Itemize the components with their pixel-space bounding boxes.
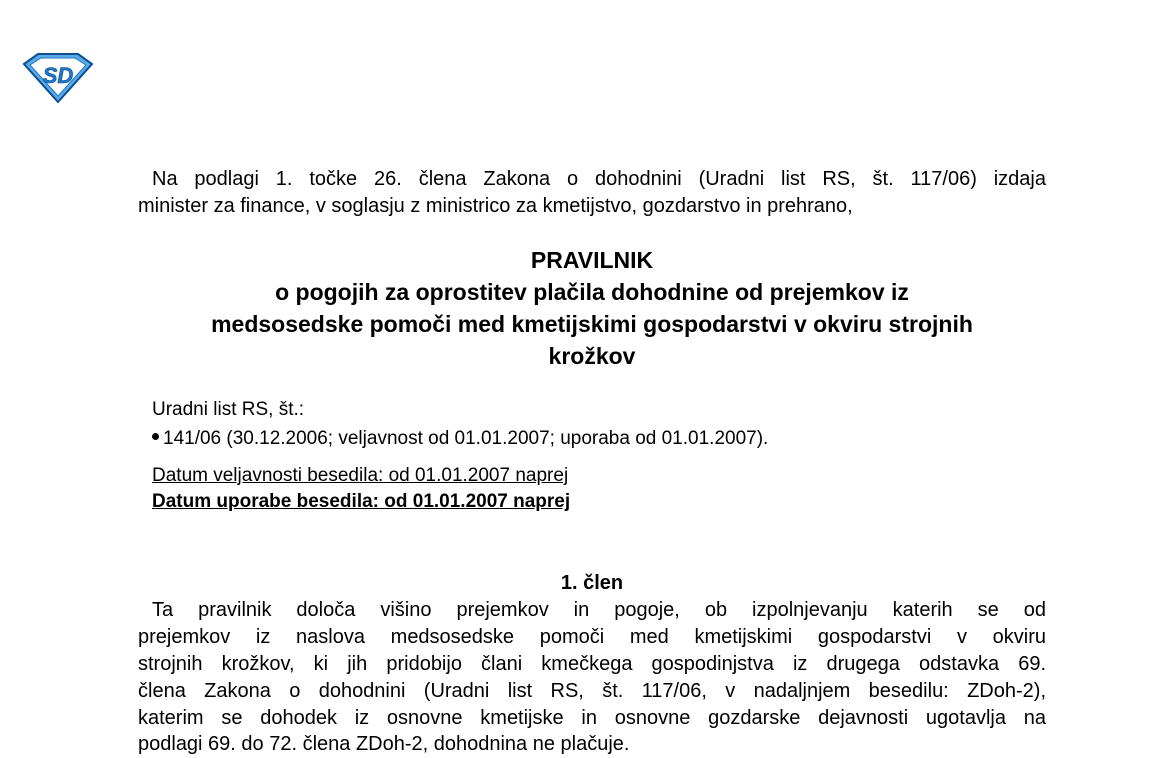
- article-line-6: podlagi 69. do 72. člena ZDoh-2, dohodnina ne plačuje.: [138, 733, 630, 755]
- gazette-entry: [152, 426, 768, 451]
- gazette-entry-text: 141/06 (30.12.2006; veljavnost od 01.01.2007; uporaba od 01.01.2007).: [163, 428, 769, 449]
- document-subtitle-line-1: o pogojih za oprostitev plačila dohodnine od prejemkov iz: [275, 279, 909, 305]
- document-subtitle-line-2: medsosedske pomoči med kmetijskimi gospodarstvi v okviru strojnih: [211, 311, 973, 337]
- logo-lettering: SD: [42, 63, 74, 88]
- document-title: PRAVILNIK: [530, 247, 654, 273]
- gazette-label: Uradni list RS, št.:: [152, 399, 305, 420]
- article-line-3: strojnih krožkov, ki jih pridobijo člani kmečkega gospodinjstva iz drugega odstavka 69.: [138, 653, 1046, 675]
- document-subtitle-line-3: krožkov: [548, 343, 636, 369]
- intro-line-2: minister za finance, v soglasju z ministrico za kmetijstvo, gozdarstvo in prehrano,: [138, 195, 853, 217]
- article-line-1: Ta pravilnik določa višino prejemkov in pogoje, ob izpolnjevanju katerih se od: [152, 599, 1046, 621]
- article-line-4: člena Zakona o dohodnini (Uradni list RS, št. 117/06, v nadaljnjem besedilu: ZDoh-2),: [138, 680, 1046, 702]
- article-line-2: prejemkov iz naslova medsosedske pomoči med kmetijskimi gospodarstvi v okviru: [138, 626, 1046, 648]
- bullet-icon: [152, 433, 159, 440]
- application-date: Datum uporabe besedila: od 01.01.2007 naprej: [152, 491, 571, 512]
- intro-line-1: Na podlagi 1. točke 26. člena Zakona o dohodnini (Uradni list RS, št. 117/06) izdaja: [152, 168, 1046, 190]
- article-heading: 1. člen: [560, 572, 624, 594]
- validity-date: Datum veljavnosti besedila: od 01.01.2007 naprej: [152, 465, 569, 486]
- logo: [22, 50, 94, 104]
- article-line-5: katerim se dohodek iz osnovne kmetijske in osnovne gozdarske dejavnosti ugotavlja na: [138, 707, 1046, 729]
